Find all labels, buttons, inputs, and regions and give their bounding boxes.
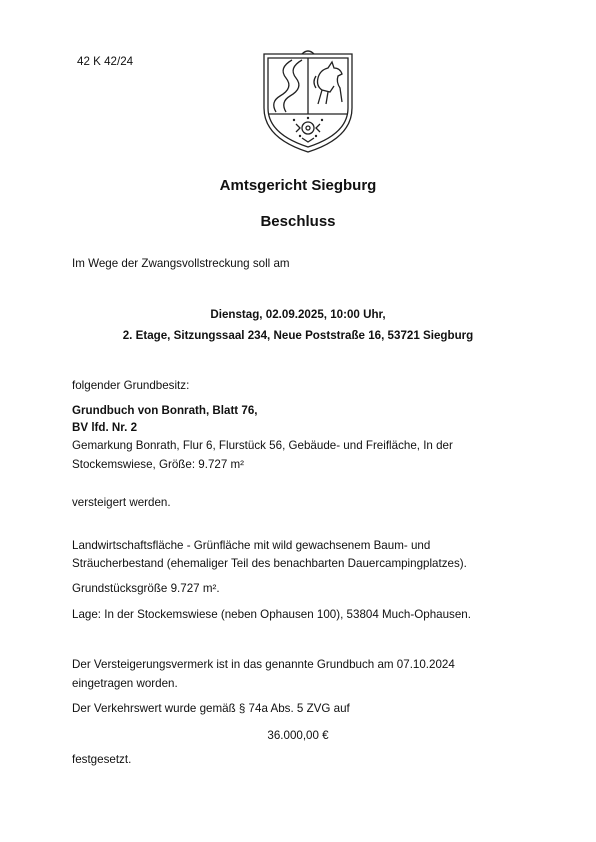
usage-description: Sträucherbestand (ehemaliger Teil des benachbarten Dauercampingplatzes). bbox=[72, 557, 467, 570]
nrw-coat-of-arms-icon bbox=[258, 46, 358, 156]
property-intro: folgender Grundbesitz: bbox=[72, 379, 190, 392]
hearing-location: 2. Etage, Sitzungssaal 234, Neue Poststraße 16, 53721 Siegburg bbox=[122, 329, 474, 342]
valuation-statement: Der Verkehrswert wurde gemäß § 74a Abs. 5 ZVG auf bbox=[72, 702, 350, 715]
land-register-description: Stockemswiese, Größe: 9.727 m² bbox=[72, 458, 245, 471]
decision-title: Beschluss bbox=[260, 213, 336, 230]
land-register-description: Gemarkung Bonrath, Flur 6, Flurstück 56, Gebäude- und Freifläche, In der bbox=[72, 439, 453, 452]
land-register-book: Grundbuch von Bonrath, Blatt 76, bbox=[72, 404, 258, 417]
property-location: Lage: In der Stockemswiese (neben Ophausen 100), 53804 Much-Ophausen. bbox=[72, 608, 471, 621]
registration-note: Der Versteigerungsvermerk ist in das genannte Grundbuch am 07.10.2024 bbox=[72, 658, 455, 671]
file-number: 42 K 42/24 bbox=[77, 55, 134, 68]
intro-text: Im Wege der Zwangsvollstreckung soll am bbox=[72, 257, 290, 270]
auction-statement: versteigert werden. bbox=[72, 496, 171, 509]
land-register-entry: BV lfd. Nr. 2 bbox=[72, 421, 138, 434]
usage-description: Landwirtschaftsfläche - Grünfläche mit wild gewachsenem Baum- und bbox=[72, 539, 431, 552]
registration-note: eingetragen worden. bbox=[72, 677, 178, 690]
valuation-amount: 36.000,00 € bbox=[267, 729, 329, 742]
plot-size: Grundstücksgröße 9.727 m². bbox=[72, 582, 220, 595]
court-name: Amtsgericht Siegburg bbox=[219, 177, 377, 194]
hearing-date: Dienstag, 02.09.2025, 10:00 Uhr, bbox=[210, 308, 386, 321]
valuation-closing: festgesetzt. bbox=[72, 753, 132, 766]
